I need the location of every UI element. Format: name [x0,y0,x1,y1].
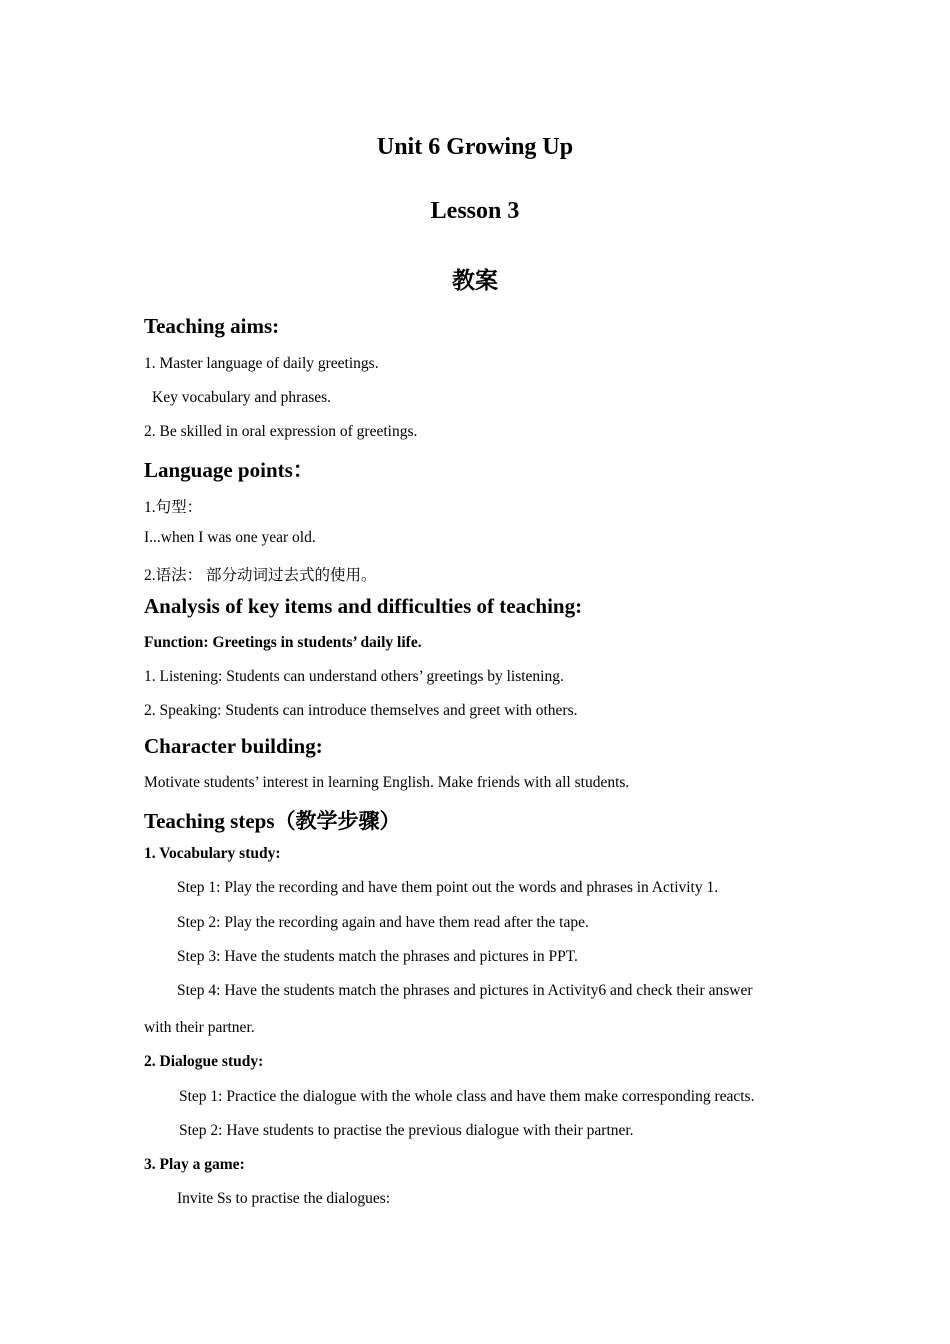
language-points-heading: Language points： [144,458,314,482]
teaching-aims-heading: Teaching aims: [144,314,280,338]
play-game-heading: 3. Play a game: [144,1156,245,1173]
character-building-heading: Character building: [144,734,323,758]
lesson-plan-subtitle: 教案 [452,268,498,294]
analysis-item-2: 2. Speaking: Students can introduce themselves and greet with others. [144,702,578,719]
document-title: Unit 6 Growing Up [376,134,574,160]
vocab-step-4-continued: with their partner. [144,1019,255,1036]
lesson-title: Lesson 3 [430,198,520,224]
analysis-heading: Analysis of key items and difficulties of teaching: [144,594,583,618]
character-building-text: Motivate students’ interest in learning English. Make friends with all students. [144,774,630,791]
teaching-steps-heading: Teaching steps（教学步骤） [144,809,401,833]
language-point-1-example: I...when I was one year old. [144,529,316,546]
language-point-2: 2.语法： 部分动词过去式的使用。 [144,567,377,584]
vocabulary-study-heading: 1. Vocabulary study: [144,845,281,862]
dialogue-step-1: Step 1: Practice the dialogue with the whole class and have them make corresponding reacts. [179,1088,755,1105]
aims-item-1-detail: Key vocabulary and phrases. [152,389,332,406]
play-game-text: Invite Ss to practise the dialogues: [177,1190,391,1207]
aims-item-2: 2. Be skilled in oral expression of greetings. [144,423,418,440]
dialogue-study-heading: 2. Dialogue study: [144,1053,264,1070]
analysis-item-1: 1. Listening: Students can understand others’ greetings by listening. [144,668,564,685]
vocab-step-1: Step 1: Play the recording and have them point out the words and phrases in Activity 1. [177,879,719,896]
vocab-step-4: Step 4: Have the students match the phrases and pictures in Activity6 and check their answer [177,982,753,999]
vocab-step-2: Step 2: Play the recording again and have them read after the tape. [177,914,589,931]
dialogue-step-2: Step 2: Have students to practise the previous dialogue with their partner. [179,1122,634,1139]
aims-item-1: 1. Master language of daily greetings. [144,355,379,372]
vocab-step-3: Step 3: Have the students match the phrases and pictures in PPT. [177,948,578,965]
language-point-1: 1.句型： [144,499,203,516]
function-line: Function: Greetings in students’ daily life. [144,634,422,651]
